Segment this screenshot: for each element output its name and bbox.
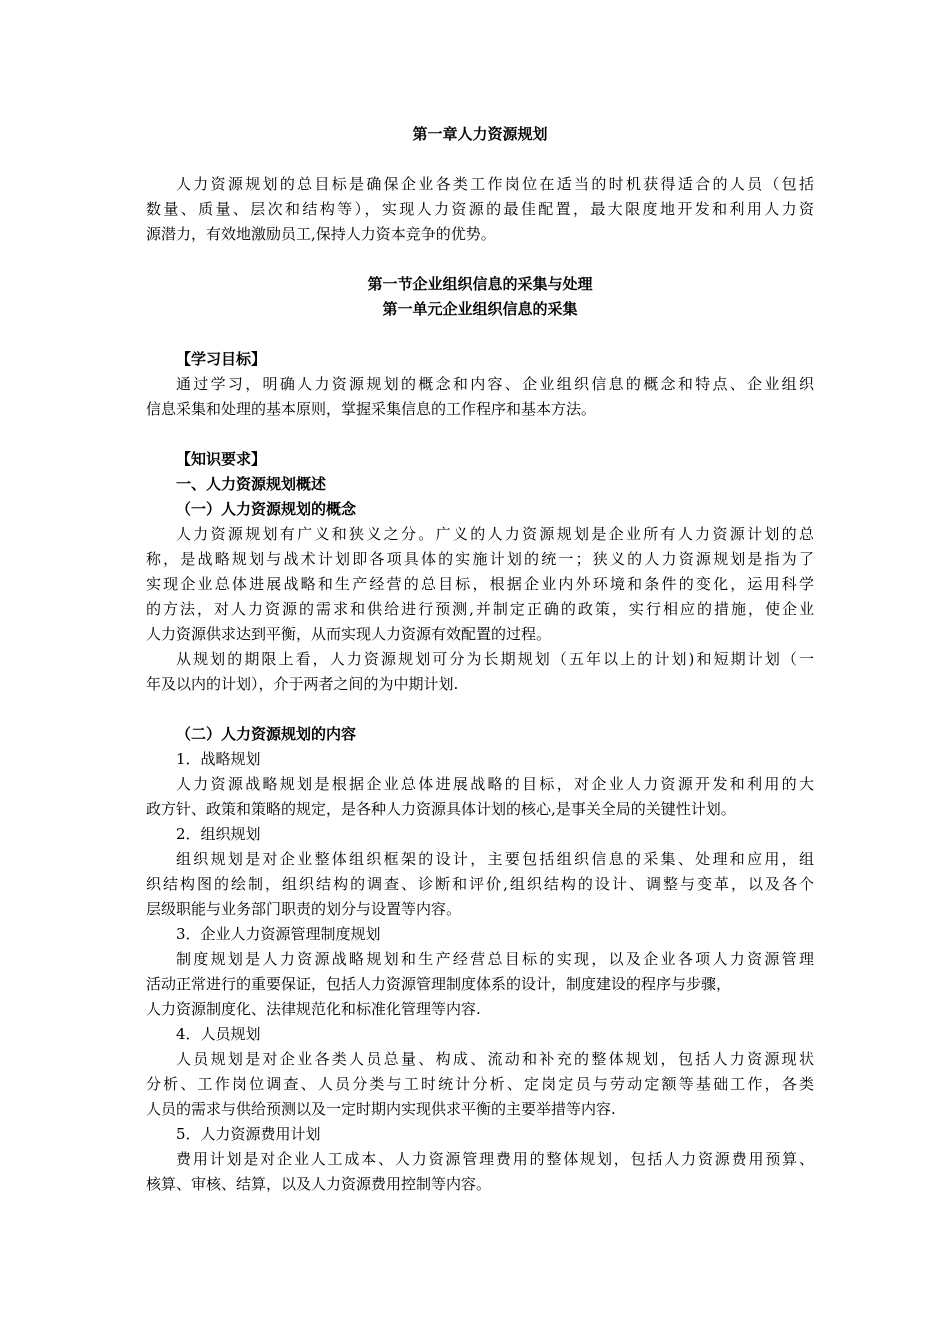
item-line: 人力资源制度化、法律规范化和标准化管理等内容.	[146, 1000, 481, 1018]
item-line: 组织规划是对企业整体组织框架的设计，主要包括组织信息的采集、处理和应用，组	[176, 850, 814, 868]
document-page	[146, 122, 814, 1197]
concept-line: 人力资源规划有广义和狭义之分。广义的人力资源规划是企业所有人力资源计划的总	[176, 525, 814, 543]
objectives-line: 通过学习，明确人力资源规划的概念和内容、企业组织信息的概念和特点、企业组织	[176, 375, 814, 393]
period-paragraph	[146, 647, 814, 697]
item-title: 3．企业人力资源管理制度规划	[176, 925, 381, 943]
content-item	[146, 1022, 814, 1122]
objectives-line: 信息采集和处理的基本原则，掌握采集信息的工作程序和基本方法。	[146, 400, 597, 418]
content-item	[146, 822, 814, 922]
spacer	[146, 322, 814, 347]
objectives-block	[146, 347, 814, 422]
objectives-heading: 【学习目标】	[176, 350, 267, 368]
item-line: 核算、审核、结算，以及人力资源费用控制等内容。	[146, 1175, 492, 1193]
period-line: 年及以内的计划），介于两者之间的为中期计划.	[146, 675, 459, 693]
subsection-heading: （一）人力资源规划的概念	[176, 500, 357, 518]
knowledge-block	[146, 447, 814, 1197]
concept-line: 实现企业总体进展战略和生产经营的总目标，根据企业内外环境和条件的变化，运用科学	[146, 575, 814, 593]
item-line: 人力资源战略规划是根据企业总体进展战略的目标，对企业人力资源开发和利用的大	[176, 775, 814, 793]
concept-paragraph	[146, 522, 814, 647]
item-title: 4．人员规划	[176, 1025, 261, 1043]
item-line: 活动正常进行的重要保证，包括人力资源管理制度体系的设计，制度建设的程序与步骤，	[146, 975, 732, 993]
item-title: 2．组织规划	[176, 825, 261, 843]
spacer	[146, 147, 814, 172]
item-title: 1．战略规划	[176, 750, 261, 768]
subsection-heading: （二）人力资源规划的内容	[176, 725, 357, 743]
concept-line: 称，是战略规划与战术计划即各项具体的实施计划的统一；狭义的人力资源规划是指为了	[146, 550, 814, 568]
period-line: 从规划的期限上看，人力资源规划可分为长期规划（五年以上的计划)和短期计划（一	[176, 650, 814, 668]
intro-line: 人力资源规划的总目标是确保企业各类工作岗位在适当的时机获得适合的人员（包括	[176, 175, 814, 193]
intro-line: 源潜力，有效地激励员工,保持人力资本竞争的优势。	[146, 225, 496, 243]
concept-line: 人力资源供求达到平衡，从而实现人力资源有效配置的过程。	[146, 625, 552, 643]
content-item	[146, 1122, 814, 1197]
unit-title: 第一单元企业组织信息的采集	[382, 300, 578, 318]
content-item	[146, 922, 814, 1022]
concept-line: 的方法，对人力资源的需求和供给进行预测,并制定正确的政策，实行相应的措施，使企业	[146, 600, 814, 618]
intro-line: 数量、质量、层次和结构等），实现人力资源的最佳配置，最大限度地开发和利用人力资	[146, 200, 814, 218]
section-title: 第一节企业组织信息的采集与处理	[367, 275, 593, 293]
chapter-title: 第一章人力资源规划	[412, 125, 548, 143]
spacer	[146, 422, 814, 447]
item-line: 织结构图的绘制，组织结构的调查、诊断和评价,组织结构的设计、调整与变革，以及各个	[146, 875, 814, 893]
spacer	[146, 697, 814, 722]
item-line: 人员规划是对企业各类人员总量、构成、流动和补充的整体规划，包括人力资源现状	[176, 1050, 814, 1068]
content-item	[146, 747, 814, 822]
part-heading: 一、人力资源规划概述	[176, 475, 327, 493]
item-line: 分析、工作岗位调查、人员分类与工时统计分析、定岗定员与劳动定额等基础工作，各类	[146, 1075, 814, 1093]
intro-paragraph	[146, 172, 814, 247]
item-line: 制度规划是人力资源战略规划和生产经营总目标的实现，以及企业各项人力资源管理	[176, 950, 814, 968]
knowledge-heading: 【知识要求】	[176, 450, 267, 468]
item-line: 人员的需求与供给预测以及一定时期内实现供求平衡的主要举措等内容.	[146, 1100, 616, 1118]
item-title: 5．人力资源费用计划	[176, 1125, 321, 1143]
item-line: 政方针、政策和策略的规定，是各种人力资源具体计划的核心,是事关全局的关键性计划。	[146, 800, 736, 818]
spacer	[146, 247, 814, 272]
item-line: 费用计划是对企业人工成本、人力资源管理费用的整体规划，包括人力资源费用预算、	[176, 1150, 814, 1168]
item-line: 层级职能与业务部门职责的划分与设置等内容。	[146, 900, 462, 918]
